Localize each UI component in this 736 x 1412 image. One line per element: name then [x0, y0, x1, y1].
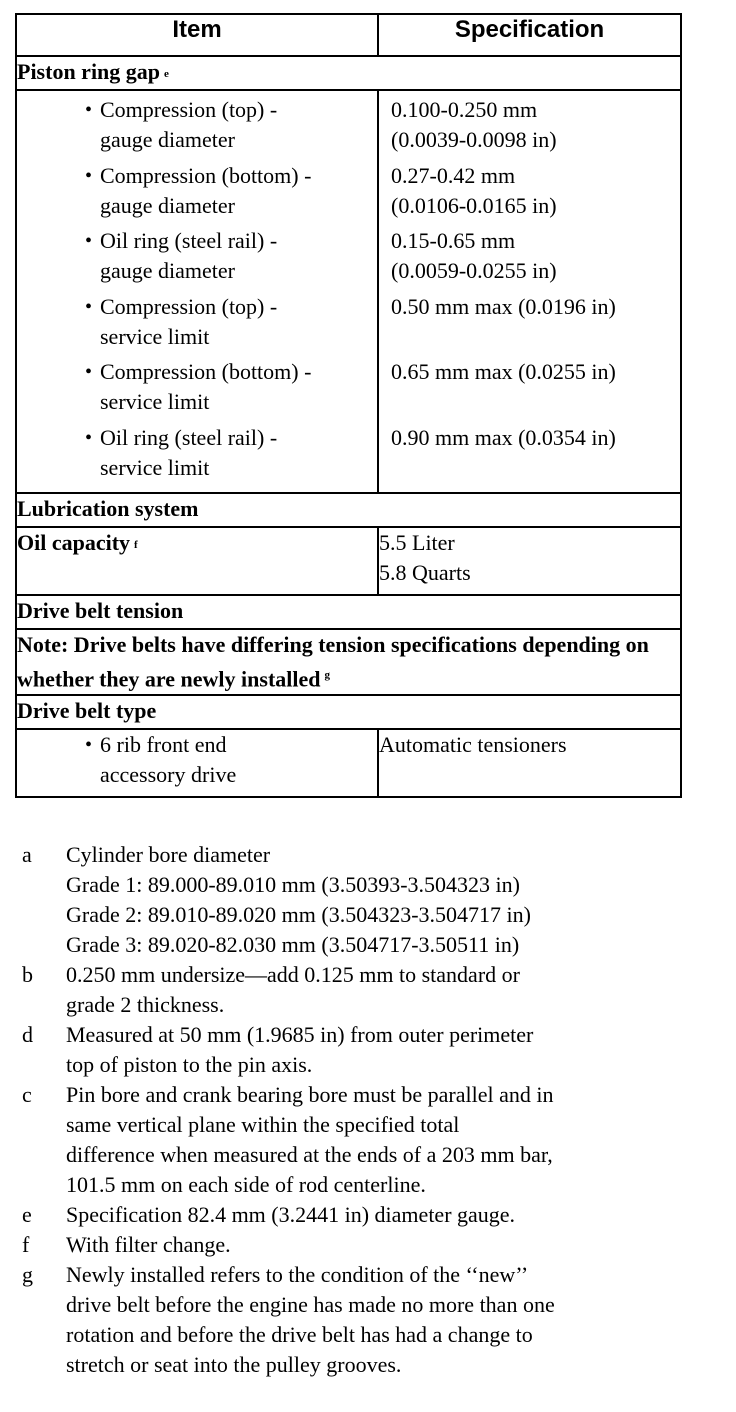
section-title: Drive belt tension [16, 595, 681, 629]
footnote-ref: g [324, 669, 330, 681]
footnote [20, 1200, 720, 1230]
section-title: Lubrication system [16, 493, 681, 527]
section-row-drive-belt-type [16, 695, 681, 729]
list-item [17, 292, 377, 358]
drive-belt-item-cell [16, 729, 378, 797]
list-item [17, 95, 377, 161]
item-label: Compression (bottom) - service limit [100, 359, 312, 414]
bullet-icon: • [85, 295, 93, 318]
footnote [20, 960, 720, 1020]
footnote [20, 1020, 720, 1080]
footnote-letter: g [22, 1262, 33, 1287]
drive-belt-note [16, 629, 681, 695]
footnote-letter: e [22, 1202, 32, 1227]
item-label: Oil ring (steel rail) - gauge diameter [100, 228, 278, 283]
item-label: Compression (bottom) - gauge diameter [100, 162, 312, 218]
footnote-ref: e [164, 68, 169, 80]
spec-value: 0.100-0.250 mm (0.0039-0.0098 in) [391, 97, 557, 152]
list-item [17, 730, 377, 792]
oil-capacity-row [16, 527, 681, 595]
section-row-piston-ring-gap [16, 56, 681, 90]
footnote-text: 0.250 mm undersize—add 0.125 mm to standard or grade 2 thickness. [66, 962, 520, 1017]
item-label: Compression (top) - gauge diameter [100, 97, 278, 152]
spec-value: 0.90 mm max (0.0354 in) [391, 424, 616, 450]
footnote [20, 840, 720, 960]
oil-capacity-value: 5.5 Liter 5.8 Quarts [378, 527, 681, 595]
list-item [17, 161, 377, 227]
spec-value: 0.65 mm max (0.0255 in) [391, 359, 616, 384]
footnote-text: Specification 82.4 mm (3.2441 in) diameter gauge. [66, 1202, 516, 1227]
footnote-letter: c [22, 1082, 32, 1107]
footnote-text: Cylinder bore diameter Grade 1: 89.000-89.010 mm (3.50393-3.504323 in) Grade 2: 89.010-89.020 mm (3.504323-3.504717 in) Grade 3: 89.020-82.030 mm (3.504717-3.50511 in) [66, 842, 531, 957]
piston-ring-specs-cell [378, 90, 681, 493]
piston-ring-items-cell [16, 90, 378, 493]
bullet-icon: • [85, 734, 93, 757]
oil-capacity-label: Oil capacity [17, 530, 131, 555]
footnote-text: Measured at 50 mm (1.9685 in) from outer perimeter top of piston to the pin axis. [66, 1022, 534, 1077]
spec-value: 0.27-0.42 mm (0.0106-0.0165 in) [391, 162, 557, 218]
footnote-text: Pin bore and crank bearing bore must be parallel and in same vertical plane within the specified total difference when measured at the ends of a 203 mm bar, 101.5 mm on each side of rod centerline. [66, 1082, 554, 1197]
footnote-letter: a [22, 842, 32, 867]
footnote-letter: f [22, 1232, 30, 1257]
specification-column-header: Specification [378, 14, 681, 56]
section-row-lubrication [16, 493, 681, 527]
specification-table [15, 13, 682, 798]
footnote [20, 1230, 720, 1260]
spec-value: 0.50 mm max (0.0196 in) [391, 293, 616, 319]
footnote-letter: d [22, 1022, 33, 1047]
footnote [20, 1260, 720, 1380]
footnote [20, 1080, 720, 1200]
list-item [17, 226, 377, 292]
spec-value: 0.15-0.65 mm (0.0059-0.0255 in) [391, 228, 557, 283]
section-title: Piston ring gap [17, 59, 161, 84]
list-item [17, 423, 377, 489]
section-heading [16, 56, 681, 90]
footnotes [20, 840, 720, 1380]
list-item [17, 357, 377, 423]
drive-belt-type-value: Automatic tensioners [378, 729, 681, 797]
item-label: Compression (top) - service limit [100, 293, 278, 349]
item-label: 6 rib front end accessory drive [100, 732, 237, 788]
bullet-icon: • [85, 230, 93, 252]
item-label: Oil ring (steel rail) - service limit [100, 424, 278, 480]
bullet-icon: • [85, 426, 93, 449]
drive-belt-note-row [16, 629, 681, 695]
bullet-icon: • [85, 361, 93, 383]
bullet-icon: • [85, 99, 93, 121]
section-title: Drive belt type [16, 695, 681, 729]
header-row [16, 14, 681, 56]
footnote-letter: b [22, 962, 33, 987]
item-column-header: Item [16, 14, 378, 56]
section-row-drive-belt-tension [16, 595, 681, 629]
footnote-text: With filter change. [66, 1232, 231, 1257]
piston-ring-gap-rows [16, 90, 681, 493]
oil-capacity-label-cell [16, 527, 378, 595]
footnote-text: Newly installed refers to the condition of the ‘‘new’’ drive belt before the engine has made no more than one rotation and before the drive belt has had a change to stretch or seat into the pulley grooves. [66, 1262, 555, 1377]
bullet-icon: • [85, 164, 93, 187]
drive-belt-type-row [16, 729, 681, 797]
footnote-ref: f [134, 539, 138, 551]
note-text: Note: Drive belts have differing tension specifications depending on whether they are newly installed [17, 632, 649, 692]
